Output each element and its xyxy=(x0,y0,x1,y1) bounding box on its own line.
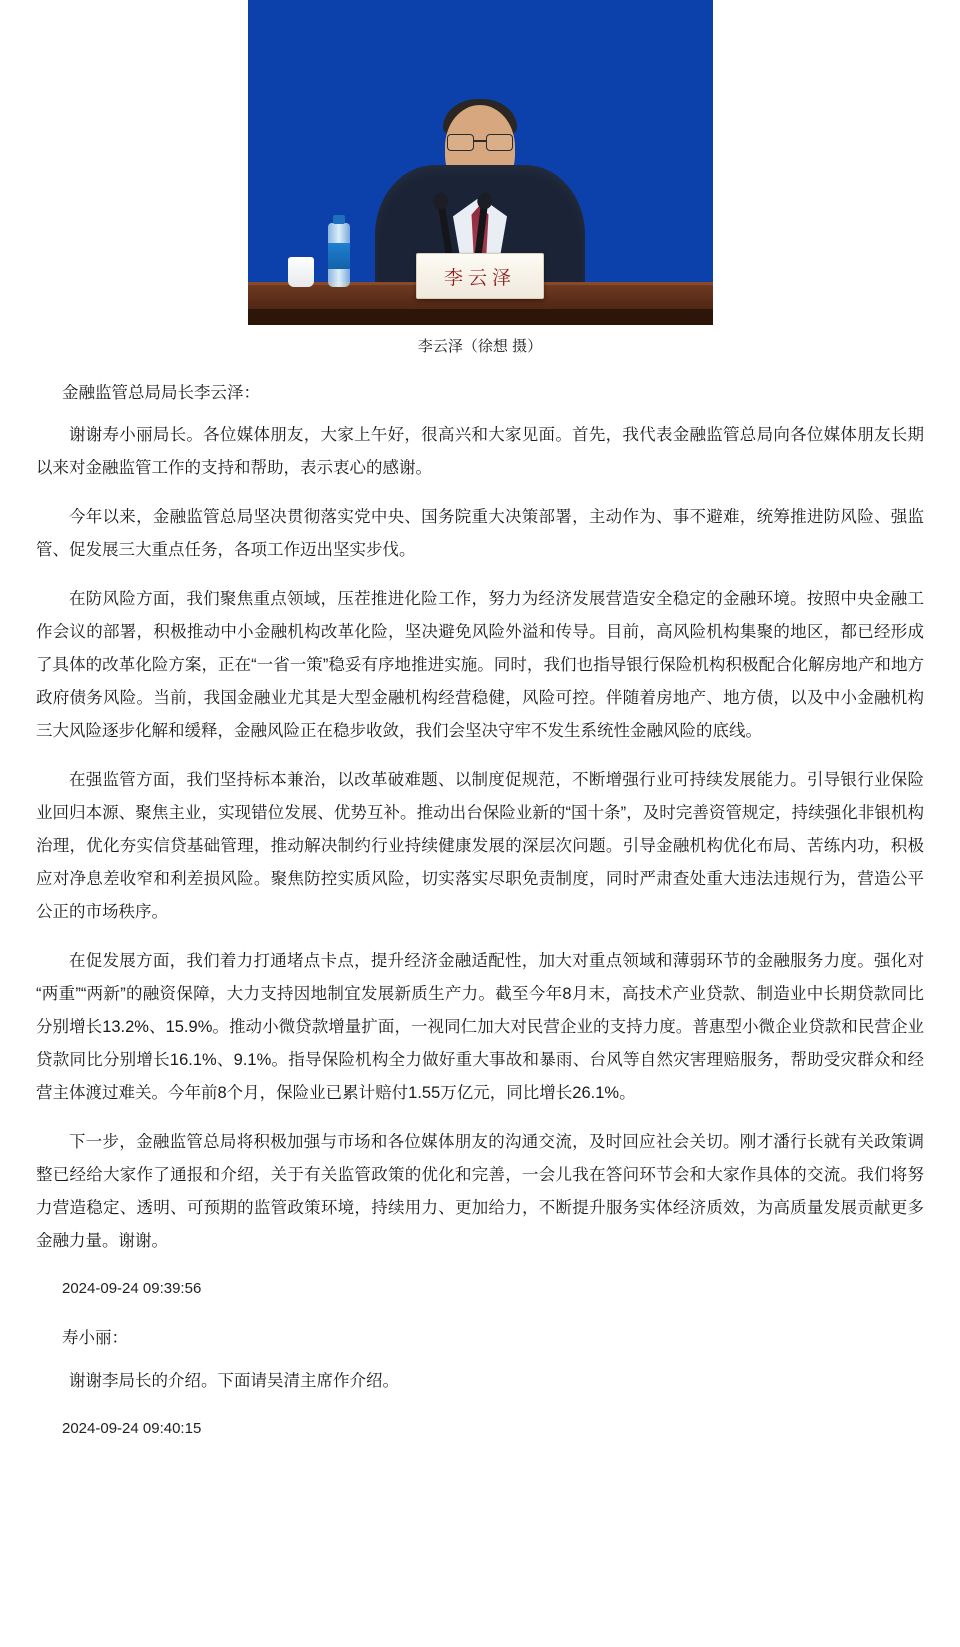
speaker-label-1: 金融监管总局局长李云泽： xyxy=(62,384,260,402)
glasses-bridge xyxy=(474,140,486,142)
paragraph: 下一步，金融监管总局将积极加强与市场和各位媒体朋友的沟通交流，及时回应社会关切。刚才潘行长就有关政策调整已经给大家作了通报和介绍，关于有关监管政策的优化和完善，一会儿我在答问环节会和大家作具体的交流。我们将努力营造稳定、透明、可预期的监管政策环境，持续用力、更加给力，不断提升服务实体经济质效，为高质量发展贡献更多金融力量。谢谢。 xyxy=(36,1133,924,1251)
paragraph: 谢谢李局长的介绍。下面请吴清主席作介绍。 xyxy=(69,1371,399,1390)
glasses-icon xyxy=(447,134,513,149)
paragraph: 在促发展方面，我们着力打通堵点卡点，提升经济金融适配性，加大对重点领域和薄弱环节的金融服务力度。强化对“两重”“两新”的融资保障，大力支持因地制宜发展新质生产力。截至今年8月末，高技术产业贷款、制造业中长期贷款同比分别增长13.2%、15.9%。推动小微贷款增量扩面，一视同仁加大对民营企业的支持力度。普惠型小微企业贷款和民营企业贷款同比分别增长16.1%、9.1%。指导保险机构全力做好重大事故和暴雨、台风等自然灾害理赔服务，帮助受灾群众和经营主体渡过难关。今年前8个月，保险业已累计赔付1.55万亿元，同比增长26.1%。 xyxy=(36,952,924,1103)
bottle-cap xyxy=(333,215,345,224)
glasses-right-lens xyxy=(486,134,513,151)
timestamp: 2024-09-24 09:39:56 xyxy=(62,1280,202,1298)
speaker-label-2: 寿小丽： xyxy=(62,1329,128,1348)
paragraph: 在强监管方面，我们坚持标本兼治，以改革破难题、以制度促规范，不断增强行业可持续发展能力。引导银行业保险业回归本源、聚焦主业，实现错位发展、优势互补。推动出台保险业新的“国十条”，及时完善资管规定，持续强化非银机构治理，优化夯实信贷基础管理，推动解决制约行业持续健康发展的深层次问题。引导金融机构优化布局、苦练内功，积极应对净息差收窄和利差损风险。聚焦防控实质风险，切实落实尽职免责制度，同时严肃查处重大违法违规行为，营造公平公正的市场秩序。 xyxy=(36,771,924,922)
press-conference-photo xyxy=(248,0,713,325)
glasses-left-lens xyxy=(447,134,474,151)
timestamp: 2024-09-24 09:40:15 xyxy=(62,1419,202,1437)
desk-front xyxy=(248,309,713,325)
paragraph: 在防风险方面，我们聚焦重点领域，压茬推进化险工作，努力为经济发展营造安全稳定的金融环境。按照中央金融工作会议的部署，积极推动中小金融机构改革化险，坚决避免风险外溢和传导。目前，高风险机构集聚的地区，都已经形成了具体的改革化险方案，正在“一省一策”稳妥有序地推进实施。同时，我们也指导银行保险机构积极配合化解房地产和地方政府债务风险。当前，我国金融业尤其是大型金融机构经营稳健，风险可控。伴随着房地产、地方债，以及中小金融机构三大风险逐步化解和缓释，金融风险正在稳步收敛，我们会坚决守牢不发生系统性金融风险的底线。 xyxy=(36,590,924,741)
paragraph: 谢谢寿小丽局长。各位媒体朋友，大家上午好，很高兴和大家见面。首先，我代表金融监管总局向各位媒体朋友长期以来对金融监管工作的支持和帮助，表示衷心的感谢。 xyxy=(36,426,924,478)
cup xyxy=(288,257,314,287)
photo-section xyxy=(0,0,960,360)
water-bottle xyxy=(328,223,350,287)
article-body xyxy=(0,360,960,1503)
nameplate xyxy=(416,253,544,299)
paragraph: 今年以来，金融监管总局坚决贯彻落实党中央、国务院重大决策部署，主动作为、事不避难，统筹推进防风险、强监管、促发展三大重点任务，各项工作迈出坚实步伐。 xyxy=(36,508,924,560)
photo-caption: 李云泽（徐想 摄） xyxy=(417,338,543,355)
nameplate-text: 李云泽 xyxy=(443,267,516,289)
bottle-label xyxy=(328,243,350,269)
